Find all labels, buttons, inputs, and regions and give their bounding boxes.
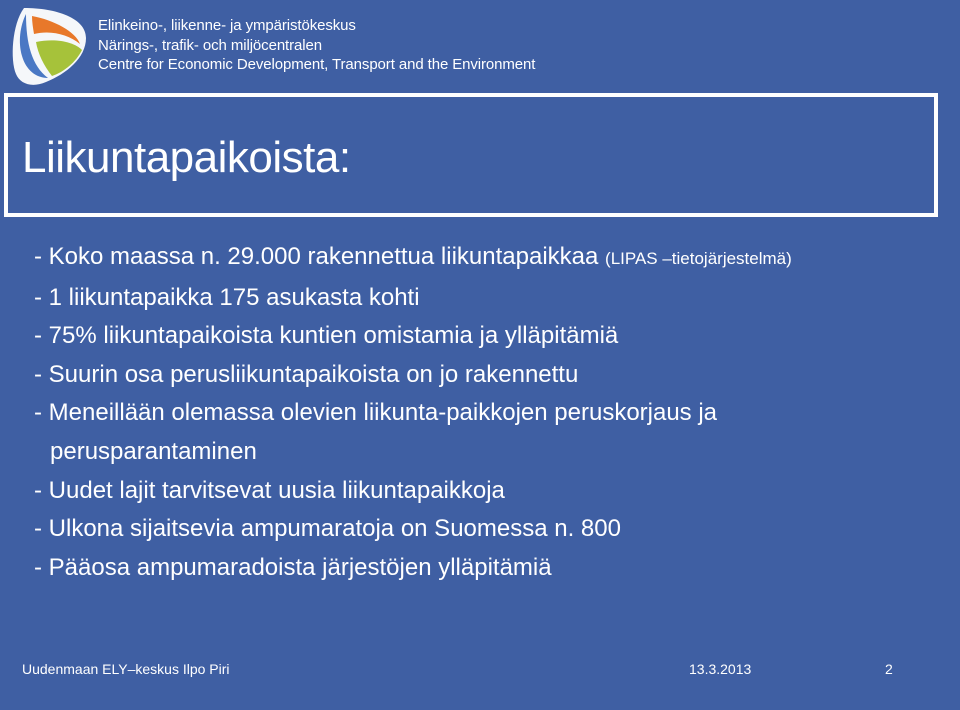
- org-name-swedish: Närings-, trafik- och miljöcentralen: [98, 36, 322, 54]
- bullet-item: [34, 238, 934, 279]
- footer-date: 13.3.2013: [689, 661, 752, 677]
- bullet-item: [34, 510, 934, 549]
- bullet-item: [34, 394, 934, 433]
- bullet-text: - Suurin osa perusliikuntapaikoista on jo rakennettu: [34, 360, 579, 388]
- bullet-item-continuation: [34, 433, 934, 472]
- ely-logo-icon: [6, 4, 90, 88]
- bullet-text: - Meneillään olemassa olevien liikunta-paikkojen peruskorjaus ja: [34, 399, 718, 427]
- bullet-item: [34, 549, 934, 588]
- bullet-item: [34, 472, 934, 511]
- slide-title: Liikuntapaikoista:: [22, 133, 351, 182]
- bullet-item: [34, 317, 934, 356]
- bullet-text: perusparantaminen: [50, 437, 257, 465]
- bullet-list: [34, 238, 934, 587]
- footer-author: Uudenmaan ELY–keskus Ilpo Piri: [22, 661, 230, 677]
- bullet-note: (LIPAS –tietojärjestelmä): [605, 249, 792, 268]
- bullet-text: - 75% liikuntapaikoista kuntien omistamia ja ylläpitämiä: [34, 322, 619, 350]
- title-box: [4, 93, 938, 217]
- bullet-item: [34, 356, 934, 395]
- organization-name: [98, 16, 818, 75]
- bullet-text: - 1 liikuntapaikka 175 asukasta kohti: [34, 283, 420, 311]
- org-name-english: Centre for Economic Development, Transport and the Environment: [98, 56, 536, 73]
- bullet-text: - Ulkona sijaitsevia ampumaratoja on Suomessa n. 800: [34, 515, 621, 543]
- footer-page-number: 2: [885, 661, 893, 677]
- org-name-finnish: Elinkeino-, liikenne- ja ympäristökeskus: [98, 17, 356, 34]
- bullet-text: - Pääosa ampumaradoista järjestöjen ylläpitämiä: [34, 553, 552, 581]
- bullet-text: - Koko maassa n. 29.000 rakennettua liikuntapaikkaa: [34, 243, 606, 270]
- bullet-text: - Uudet lajit tarvitsevat uusia liikuntapaikkoja: [34, 476, 505, 504]
- bullet-item: [34, 279, 934, 318]
